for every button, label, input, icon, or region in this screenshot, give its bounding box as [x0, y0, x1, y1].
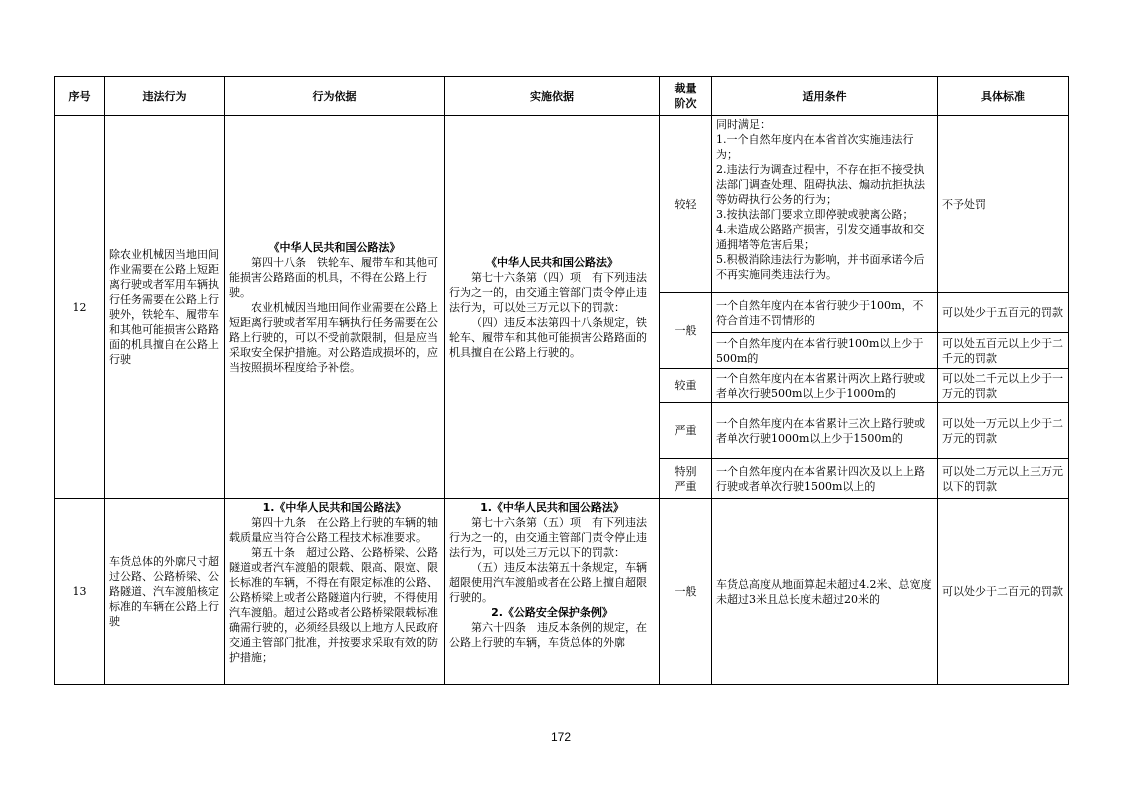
row13-violation: 车货总体的外廓尺寸超过公路、公路桥梁、公路隧道、汽车渡船核定标准的车辆在公路上行驶 — [105, 499, 225, 685]
row13-impl-law: 1.《中华人民共和国公路法》 — [480, 501, 624, 514]
cond-line: 1.一个自然年度内在本省首次实施违法行为； — [716, 133, 914, 161]
row12-standard-3: 可以处五百元以上少于二千元的罚款 — [938, 333, 1069, 369]
cond-line: 3.按执法部门要求立即停驶或驶离公路； — [716, 208, 914, 221]
header-basis: 行为依据 — [225, 77, 445, 116]
row12-level-6: 特别 严重 — [660, 459, 712, 499]
row12-impl-p2: （四）违反本法第四十八条规定，铁轮车、履带车和其他可能损害公路路面的机具擅自在公路上行驶的。 — [449, 315, 647, 359]
row12-standard-5: 可以处一万元以上少于二万元的罚款 — [938, 403, 1069, 459]
row12-conditions-1 — [712, 116, 938, 293]
row12-standard-1: 不予处罚 — [938, 116, 1069, 293]
row12-standard-4: 可以处二千元以上少于一万元的罚款 — [938, 369, 1069, 403]
row12-impl-p1: 第七十六条第（四）项 有下列违法行为之一的，由交通主管部门责令停止违法行为，可以处三万元以下的罚款： — [449, 270, 647, 314]
row12-conditions-3: 一个自然年度内在本省行驶100m以上少于500m的 — [712, 333, 938, 369]
row12-level-1: 较轻 — [660, 116, 712, 293]
row13-no: 13 — [55, 499, 105, 685]
row12-impl-law: 《中华人民共和国公路法》 — [486, 255, 618, 269]
table-row-13 — [55, 499, 1069, 685]
row12-conditions-5: 一个自然年度内在本省累计三次上路行驶或者单次行驶1000m以上少于1500m的 — [712, 403, 938, 459]
row13-impl-p1: 第七十六条第（五）项 有下列违法行为之一的，由交通主管部门责令停止违法行为，可以处三万元以下的罚款： — [449, 516, 647, 559]
row12-conditions-6: 一个自然年度内在本省累计四次及以上上路行驶或者单次行驶1500m以上的 — [712, 459, 938, 499]
row12-standard-6: 可以处二万元以上三万元以下的罚款 — [938, 459, 1069, 499]
row12-violation: 除农业机械因当地田间作业需要在公路上短距离行驶或者军用车辆执行任务需要在公路上行驶外，铁轮车、履带车和其他可能损害公路路面的机具擅自在公路上行驶 — [105, 116, 225, 499]
row13-conditions: 车货总高度从地面算起未超过4.2米、总宽度未超过3米且总长度未超过20米的 — [712, 499, 938, 685]
row12-basis-p2: 农业机械因当地田间作业需要在公路上短距离行驶或者军用车辆执行任务需要在公路上行驶的，可以不受前款限制，但是应当采取安全保护措施。对公路造成损坏的，应当按照损坏程度给予补偿。 — [229, 300, 438, 374]
row12-basis — [225, 116, 445, 499]
header-implementation: 实施依据 — [445, 77, 660, 116]
penalty-discretion-table — [54, 76, 1069, 685]
row13-basis — [225, 499, 445, 685]
header-standard: 具体标准 — [938, 77, 1069, 116]
header-no: 序号 — [55, 77, 105, 116]
row12-level-5: 严重 — [660, 403, 712, 459]
cond-line: 同时满足： — [716, 118, 771, 131]
row13-impl-p2: （五）违反本法第五十条规定，车辆超限使用汽车渡船或者在公路上擅自超限行驶的。 — [449, 561, 647, 604]
row13-basis-law: 1.《中华人民共和国公路法》 — [262, 501, 407, 514]
row12-standard-2: 可以处少于五百元的罚款 — [938, 293, 1069, 333]
header-violation: 违法行为 — [105, 77, 225, 116]
row13-level: 一般 — [660, 499, 712, 685]
cond-line: 2.违法行为调查过程中，不存在拒不接受执法部门调查处理、阻碍执法、煽动抗拒执法等妨碍执行公务的行为； — [716, 163, 925, 206]
row12-implementation — [445, 116, 660, 499]
header-conditions: 适用条件 — [712, 77, 938, 116]
cond-line: 5.积极消除违法行为影响，并书面承诺今后不再实施同类违法行为。 — [716, 253, 925, 281]
row12-conditions-4: 一个自然年度内在本省累计两次上路行驶或者单次行驶500m以上少于1000m的 — [712, 369, 938, 403]
row12-level-2: 一般 — [660, 293, 712, 369]
row12-basis-p1: 第四十八条 铁轮车、履带车和其他可能损害公路路面的机具，不得在公路上行驶。 — [229, 255, 438, 299]
row12-level-4: 较重 — [660, 369, 712, 403]
cond-line: 4.未造成公路路产损害，引发交通事故和交通拥堵等危害后果； — [716, 223, 925, 251]
header-row — [55, 77, 1069, 116]
row12-basis-law: 《中华人民共和国公路法》 — [268, 240, 401, 254]
table-row-12-level-1 — [55, 116, 1069, 293]
row12-conditions-2: 一个自然年度内在本省行驶少于100m，不符合首违不罚情形的 — [712, 293, 938, 333]
row12-no: 12 — [55, 116, 105, 499]
row13-standard: 可以处少于二百元的罚款 — [938, 499, 1069, 685]
row13-basis-p1: 第四十九条 在公路上行驶的车辆的轴载质量应当符合公路工程技术标准要求。 — [229, 516, 438, 544]
row13-implementation — [445, 499, 660, 685]
page-number: 172 — [550, 730, 572, 744]
row13-impl-law2: 2.《公路安全保护条例》 — [491, 606, 613, 619]
row13-basis-p2: 第五十条 超过公路、公路桥梁、公路隧道或者汽车渡船的限载、限高、限宽、限长标准的车辆，不得在有限定标准的公路、公路桥梁上或者公路隧道内行驶，不得使用汽车渡船。超过公路或者公路桥梁限载标准确需行驶的，必须经县级以上地方人民政府交通主管部门批准，并按要求采取有效的防护措施； — [229, 546, 438, 664]
row13-impl-p3: 第六十四条 违反本条例的规定，在公路上行驶的车辆，车货总体的外廓 — [449, 621, 647, 649]
header-level: 裁量 阶次 — [660, 77, 712, 116]
